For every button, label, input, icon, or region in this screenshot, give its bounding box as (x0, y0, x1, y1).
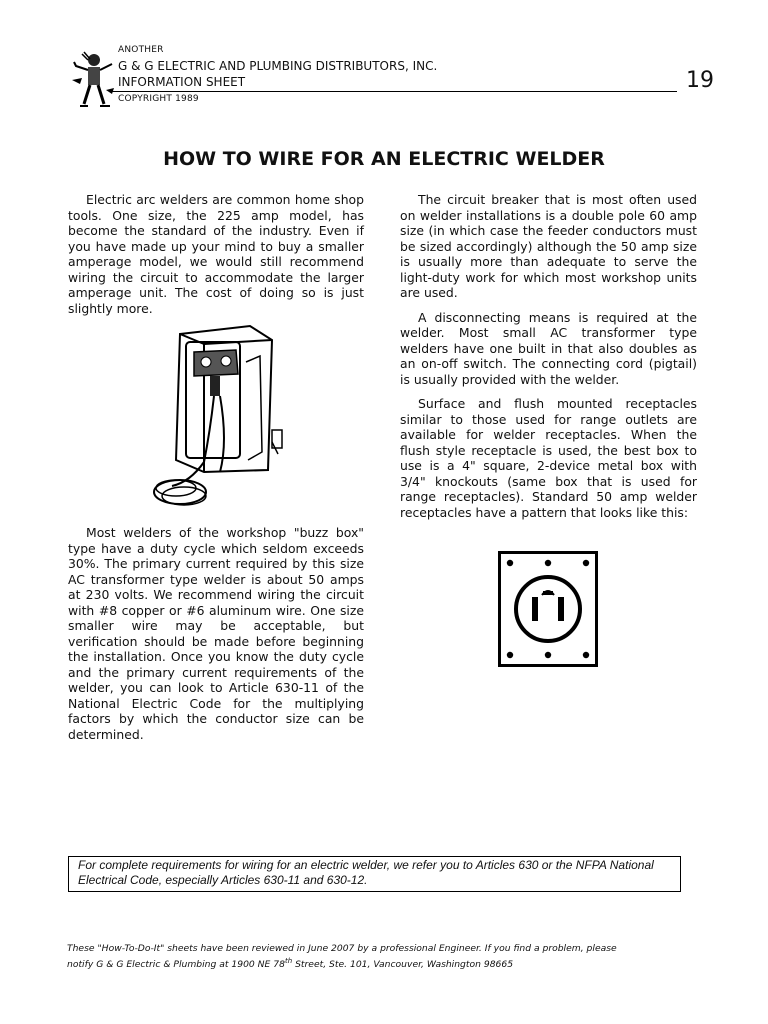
header-sheet-type: INFORMATION SHEET (118, 75, 246, 89)
paragraph: Most welders of the workshop "buzz box" type have a duty cycle which seldom exceeds 30%. The primary current required by this size AC transformer type welder is about 50 amps at 230 volts. We recommend wiring the circuit with #8 copper or #6 aluminum wire. One size smaller wire may be acceptable, but verification should be made before beginning the installation. Once you know the duty cycle and the primary current requirements of the welder, you can look to Article 630-11 of the National Electric Code for the multiplying factors by which the conductor size can be determined. (68, 525, 364, 742)
header-rule (112, 91, 677, 92)
footer-line-2 (67, 955, 707, 971)
header-copyright: COPYRIGHT 1989 (118, 94, 199, 104)
footer-note (67, 942, 707, 971)
header-kicker: ANOTHER (118, 45, 164, 55)
footer-line-1: These "How-To-Do-It" sheets have been reviewed in June 2007 by a professional Engineer. If you find a problem, please (67, 943, 617, 954)
right-column (400, 192, 697, 528)
welder-receptacle-diagram (498, 551, 598, 667)
footer-superscript: th (284, 957, 293, 965)
footer-line-2-text: notify G & G Electric & Plumbing at 1900 NE 78 (67, 959, 285, 971)
page-title: HOW TO WIRE FOR AN ELECTRIC WELDER (163, 148, 605, 170)
page-number: 19 (686, 68, 714, 93)
footer-line-2-rest: Street, Ste. 101, Vancouver, Washington 98665 (292, 959, 514, 971)
paragraph: Surface and flush mounted receptacles similar to those used for range outlets are available for welder receptacles. When the flush style receptacle is used, the best box to use is a 4" square, 2-device metal box with 3/4" knockouts (same box that is used for range receptacles). Standard 50 amp welder receptacles have a pattern that looks like this: (400, 396, 697, 520)
reference-note: For complete requirements for wiring for an electric welder, we refer you to Articles 630 or the NFPA National Electrical Code, especially Articles 630-11 and 630-12. (78, 858, 654, 887)
welder-illustration (150, 322, 290, 518)
left-column-bottom (68, 525, 364, 750)
paragraph: Electric arc welders are common home shop tools. One size, the 225 amp model, has become the standard of the industry. Even if you have made up your mind to buy a smaller amperage model, we would still recommend wiring the circuit to accommodate the larger amperage unit. The cost of doing so is just slightly more. (68, 192, 364, 316)
header-company: G & G ELECTRIC AND PLUMBING DISTRIBUTORS, INC. (118, 59, 438, 73)
paragraph: A disconnecting means is required at the welder. Most small AC transformer type welders have one built in that also doubles as an on-off switch. The connecting cord (pigtail) is usually provided with the welder. (400, 309, 697, 387)
paragraph: The circuit breaker that is most often used on welder installations is a double pole 60 amp size (in which case the feeder conductors must be sized accordingly) although the 50 amp size is usually more than adequate to serve the light-duty work for which most workshop units are used. (400, 192, 697, 300)
left-column-top (68, 192, 364, 324)
reference-note-box (68, 856, 681, 892)
mascot-logo-icon (70, 50, 116, 110)
